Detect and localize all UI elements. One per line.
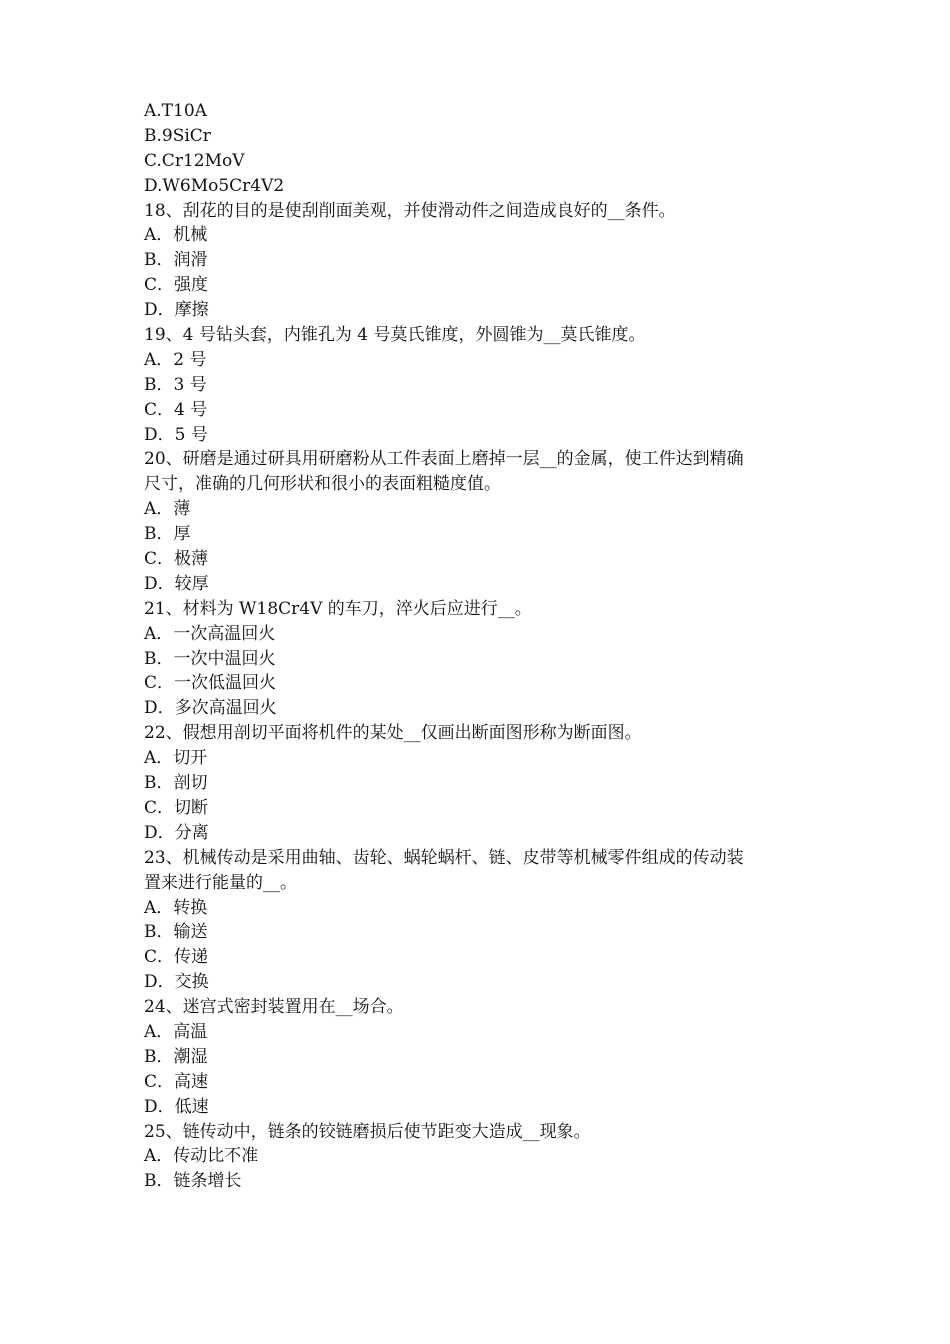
option-a: A．传动比不准 [144, 1146, 259, 1167]
option-b: B．潮湿 [144, 1046, 208, 1067]
question-23-continued: 置来进行能量的__。 [144, 872, 297, 893]
option-a: A.T10A [144, 101, 207, 121]
option-d: D.W6Mo5Cr4V2 [144, 175, 285, 196]
option-b: B．剖切 [144, 773, 208, 794]
option-a: A．一次高温回火 [144, 623, 276, 644]
question-19: 19、4 号钻头套，内锥孔为 4 号莫氏锥度，外圆锥为__莫氏锥度。 [144, 325, 646, 346]
option-c: C．4 号 [144, 399, 208, 420]
option-a: A．切开 [144, 748, 208, 769]
option-b: B．润滑 [144, 250, 208, 271]
option-b: B.9SiCr [144, 125, 211, 146]
option-d: D．较厚 [144, 573, 209, 594]
question-24: 24、迷宫式密封装置用在__场合。 [144, 997, 404, 1018]
question-21: 21、材料为 W18Cr4V 的车刀，淬火后应进行__。 [144, 598, 532, 619]
option-b: B．一次中温回火 [144, 648, 276, 669]
option-d: D．分离 [144, 822, 209, 843]
option-c: C.Cr12MoV [144, 150, 245, 171]
question-23: 23、机械传动是采用曲轴、齿轮、蜗轮蜗杆、链、皮带等机械零件组成的传动装 [144, 847, 744, 868]
option-d: D．低速 [144, 1096, 209, 1117]
option-d: D．多次高温回火 [144, 698, 277, 719]
question-18: 18、刮花的目的是使刮削面美观，并使滑动件之间造成良好的__条件。 [144, 200, 676, 221]
option-a: A．高温 [144, 1021, 208, 1042]
option-c: C．切断 [144, 797, 209, 818]
option-a: A．2 号 [144, 349, 207, 370]
question-25: 25、链传动中，链条的铰链磨损后使节距变大造成__现象。 [144, 1121, 591, 1142]
option-b: B．3 号 [144, 374, 207, 395]
option-b: B．厚 [144, 524, 191, 545]
question-20-continued: 尺寸，准确的几何形状和很小的表面粗糙度值。 [144, 474, 501, 495]
option-c: C．高速 [144, 1071, 209, 1092]
option-c: C．极薄 [144, 549, 209, 570]
option-a: A．薄 [144, 499, 191, 520]
question-22: 22、假想用剖切平面将机件的某处__仅画出断面图形称为断面图。 [144, 723, 642, 744]
document-page [144, 99, 834, 1194]
option-b: B．输送 [144, 922, 208, 943]
option-a: A．转换 [144, 897, 208, 918]
option-c: C．强度 [144, 275, 209, 296]
option-d: D．摩擦 [144, 300, 209, 321]
option-d: D．交换 [144, 972, 209, 993]
option-c: C．传递 [144, 947, 209, 968]
option-b: B．链条增长 [144, 1171, 242, 1192]
option-a: A．机械 [144, 225, 208, 246]
question-20: 20、研磨是通过研具用研磨粉从工件表面上磨掉一层__的金属，使工件达到精确 [144, 449, 744, 470]
option-c: C．一次低温回火 [144, 673, 277, 694]
option-d: D．5 号 [144, 424, 208, 445]
